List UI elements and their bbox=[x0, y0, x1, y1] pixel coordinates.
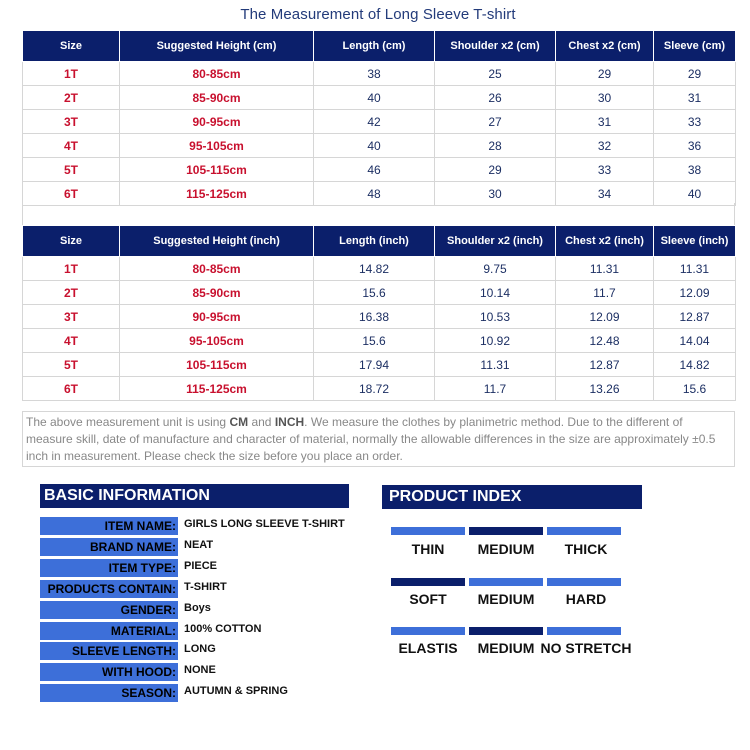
table-spacer bbox=[22, 203, 735, 225]
table-row bbox=[23, 377, 736, 401]
measurement-cell: 40 bbox=[314, 86, 435, 110]
page-title: The Measurement of Long Sleeve T-shirt bbox=[240, 6, 516, 23]
size-cell: 5T bbox=[23, 353, 120, 377]
index-label: THICK bbox=[564, 541, 608, 557]
measurement-cell: 32 bbox=[556, 134, 654, 158]
measurement-cell: 29 bbox=[556, 62, 654, 86]
info-value: AUTUMN & SPRING bbox=[184, 685, 288, 697]
measurement-cell: 12.09 bbox=[654, 281, 736, 305]
index-label: MEDIUM bbox=[477, 640, 535, 656]
index-label: MEDIUM bbox=[477, 541, 535, 557]
measurement-cell: 15.6 bbox=[314, 329, 435, 353]
column-header: Shoulder x2 (cm) bbox=[435, 31, 556, 62]
measurement-cell: 9.75 bbox=[435, 257, 556, 281]
measurement-cell: 25 bbox=[435, 62, 556, 86]
column-header: Size bbox=[23, 226, 120, 257]
height-cell: 90-95cm bbox=[120, 110, 314, 134]
measurement-cell: 10.53 bbox=[435, 305, 556, 329]
index-label: ELASTIS bbox=[398, 640, 458, 656]
info-value: GIRLS LONG SLEEVE T-SHIRT bbox=[184, 518, 345, 530]
measurement-cell: 14.82 bbox=[654, 353, 736, 377]
height-cell: 85-90cm bbox=[120, 281, 314, 305]
measurement-cell: 33 bbox=[654, 110, 736, 134]
note-text: and bbox=[248, 415, 275, 429]
info-value: T-SHIRT bbox=[184, 581, 227, 593]
height-cell: 95-105cm bbox=[120, 134, 314, 158]
height-cell: 115-125cm bbox=[120, 377, 314, 401]
index-label: THIN bbox=[411, 541, 445, 557]
column-header: Chest x2 (cm) bbox=[556, 31, 654, 62]
measurement-cell: 11.7 bbox=[435, 377, 556, 401]
measurement-cell: 17.94 bbox=[314, 353, 435, 377]
column-header: Sleeve (cm) bbox=[654, 31, 736, 62]
info-label: SEASON: bbox=[40, 684, 178, 702]
size-cell: 3T bbox=[23, 110, 120, 134]
measurement-cell: 29 bbox=[435, 158, 556, 182]
measurement-cell: 38 bbox=[314, 62, 435, 86]
info-label: GENDER: bbox=[40, 601, 178, 619]
measurement-cell: 12.87 bbox=[654, 305, 736, 329]
measurement-cell: 48 bbox=[314, 182, 435, 206]
size-cell: 4T bbox=[23, 134, 120, 158]
product-index-header: PRODUCT INDEX bbox=[382, 485, 642, 509]
measurement-cell: 13.26 bbox=[556, 377, 654, 401]
index-label: MEDIUM bbox=[477, 591, 535, 607]
info-label: MATERIAL: bbox=[40, 622, 178, 640]
measurement-cell: 34 bbox=[556, 182, 654, 206]
index-bar bbox=[469, 627, 543, 635]
column-header: Length (inch) bbox=[314, 226, 435, 257]
measurement-cell: 12.09 bbox=[556, 305, 654, 329]
info-label: WITH HOOD: bbox=[40, 663, 178, 681]
info-label: SLEEVE LENGTH: bbox=[40, 642, 178, 660]
measurement-cell: 40 bbox=[654, 182, 736, 206]
index-bar bbox=[391, 627, 465, 635]
index-label: SOFT bbox=[409, 591, 447, 607]
table-row bbox=[23, 62, 736, 86]
measurement-cell: 10.14 bbox=[435, 281, 556, 305]
index-bar bbox=[469, 527, 543, 535]
size-cell: 2T bbox=[23, 281, 120, 305]
info-value: LONG bbox=[184, 643, 216, 655]
height-cell: 80-85cm bbox=[120, 257, 314, 281]
measurement-table-cm bbox=[22, 30, 736, 206]
size-cell: 6T bbox=[23, 182, 120, 206]
column-header: Length (cm) bbox=[314, 31, 435, 62]
index-bar bbox=[391, 578, 465, 586]
table-header-row bbox=[23, 31, 736, 62]
column-header: Suggested Height (inch) bbox=[120, 226, 314, 257]
size-cell: 1T bbox=[23, 257, 120, 281]
table-row bbox=[23, 134, 736, 158]
measurement-cell: 15.6 bbox=[314, 281, 435, 305]
note-text: . We measure the clothes by planimetric method. Due to the different of measure skill, date of manufacture and character of material, normally the allowable differences in the size are approximately ±0.5 inch in measurement. Please check the size before you place an order. bbox=[26, 415, 716, 463]
measurement-cell: 14.04 bbox=[654, 329, 736, 353]
measurement-cell: 29 bbox=[654, 62, 736, 86]
measurement-table-inch bbox=[22, 225, 736, 401]
measurement-cell: 31 bbox=[556, 110, 654, 134]
measurement-cell: 15.6 bbox=[654, 377, 736, 401]
table-row bbox=[23, 110, 736, 134]
measurement-cell: 26 bbox=[435, 86, 556, 110]
height-cell: 95-105cm bbox=[120, 329, 314, 353]
index-label: NO STRETCH bbox=[540, 640, 632, 656]
info-value: NEAT bbox=[184, 539, 214, 551]
index-bar bbox=[547, 527, 621, 535]
note-unit-inch: INCH bbox=[274, 415, 305, 429]
table-row bbox=[23, 305, 736, 329]
info-value: Boys bbox=[184, 602, 211, 614]
height-cell: 105-115cm bbox=[120, 353, 314, 377]
size-cell: 4T bbox=[23, 329, 120, 353]
measurement-cell: 16.38 bbox=[314, 305, 435, 329]
measurement-cell: 27 bbox=[435, 110, 556, 134]
size-cell: 6T bbox=[23, 377, 120, 401]
column-header: Size bbox=[23, 31, 120, 62]
measurement-cell: 12.87 bbox=[556, 353, 654, 377]
measurement-cell: 18.72 bbox=[314, 377, 435, 401]
table-row bbox=[23, 158, 736, 182]
measurement-cell: 12.48 bbox=[556, 329, 654, 353]
height-cell: 85-90cm bbox=[120, 86, 314, 110]
height-cell: 115-125cm bbox=[120, 182, 314, 206]
measurement-cell: 46 bbox=[314, 158, 435, 182]
size-cell: 2T bbox=[23, 86, 120, 110]
info-label: BRAND NAME: bbox=[40, 538, 178, 556]
column-header: Sleeve (inch) bbox=[654, 226, 736, 257]
note-text: The above measurement unit is using bbox=[26, 415, 230, 429]
table-row bbox=[23, 329, 736, 353]
info-value: PIECE bbox=[184, 560, 218, 572]
info-value: NONE bbox=[184, 664, 216, 676]
measurement-cell: 28 bbox=[435, 134, 556, 158]
info-label: ITEM TYPE: bbox=[40, 559, 178, 577]
column-header: Chest x2 (inch) bbox=[556, 226, 654, 257]
measurement-cell: 11.31 bbox=[654, 257, 736, 281]
measurement-cell: 11.31 bbox=[435, 353, 556, 377]
table-row bbox=[23, 182, 736, 206]
height-cell: 80-85cm bbox=[120, 62, 314, 86]
info-label: ITEM NAME: bbox=[40, 517, 178, 535]
measurement-cell: 11.31 bbox=[556, 257, 654, 281]
table-row bbox=[23, 257, 736, 281]
measurement-cell: 30 bbox=[556, 86, 654, 110]
info-label: PRODUCTS CONTAIN: bbox=[40, 580, 178, 598]
column-header: Suggested Height (cm) bbox=[120, 31, 314, 62]
table-row bbox=[23, 281, 736, 305]
basic-information-header: BASIC INFORMATION bbox=[40, 484, 349, 508]
measurement-cell: 40 bbox=[314, 134, 435, 158]
measurement-cell: 14.82 bbox=[314, 257, 435, 281]
table-row bbox=[23, 353, 736, 377]
measurement-cell: 33 bbox=[556, 158, 654, 182]
table-header-row bbox=[23, 226, 736, 257]
measurement-note bbox=[22, 411, 735, 467]
height-cell: 105-115cm bbox=[120, 158, 314, 182]
measurement-cell: 31 bbox=[654, 86, 736, 110]
measurement-cell: 38 bbox=[654, 158, 736, 182]
height-cell: 90-95cm bbox=[120, 305, 314, 329]
note-unit-cm: CM bbox=[229, 415, 249, 429]
measurement-cell: 10.92 bbox=[435, 329, 556, 353]
measurement-cell: 30 bbox=[435, 182, 556, 206]
size-cell: 3T bbox=[23, 305, 120, 329]
table-row bbox=[23, 86, 736, 110]
column-header: Shoulder x2 (inch) bbox=[435, 226, 556, 257]
measurement-cell: 42 bbox=[314, 110, 435, 134]
size-cell: 1T bbox=[23, 62, 120, 86]
size-cell: 5T bbox=[23, 158, 120, 182]
measurement-cell: 36 bbox=[654, 134, 736, 158]
info-value: 100% COTTON bbox=[184, 623, 262, 635]
index-bar bbox=[547, 578, 621, 586]
index-bar bbox=[469, 578, 543, 586]
index-label: HARD bbox=[565, 591, 607, 607]
index-bar bbox=[391, 527, 465, 535]
measurement-cell: 11.7 bbox=[556, 281, 654, 305]
index-bar bbox=[547, 627, 621, 635]
